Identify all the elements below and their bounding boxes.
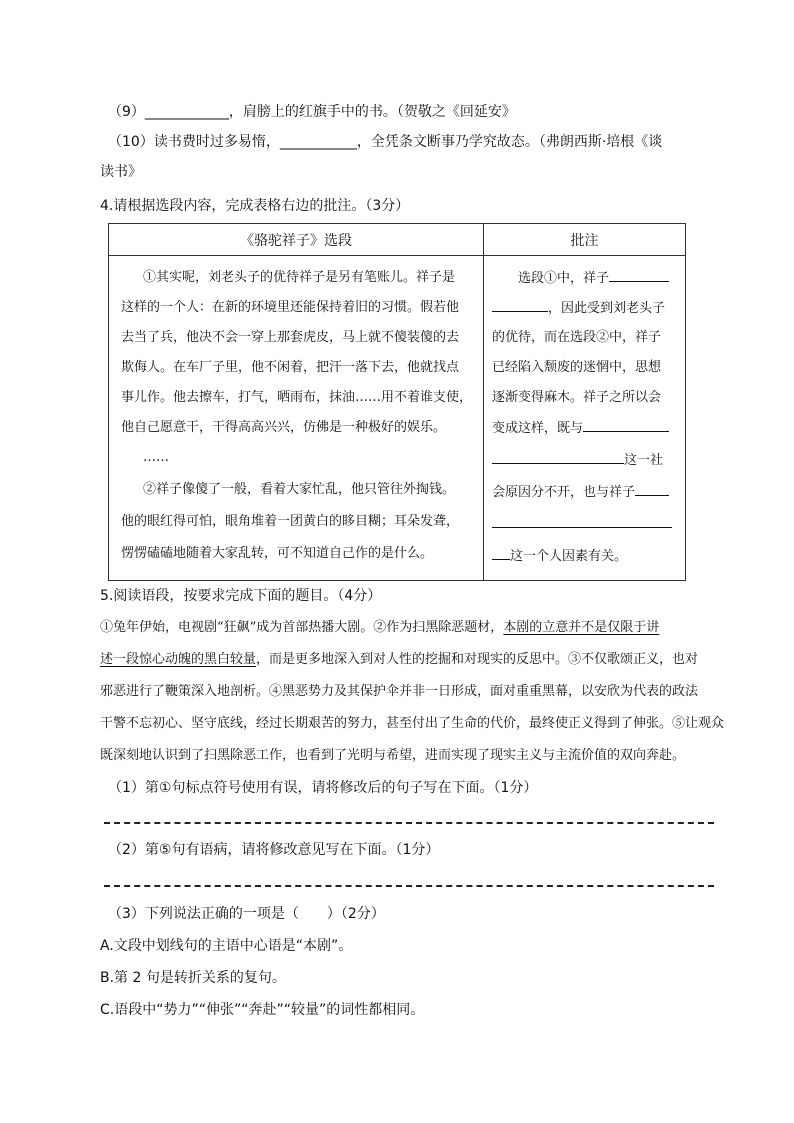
- sub-question-3: （3）下列说法正确的一项是（ ）（2分）: [108, 906, 385, 922]
- annotation-line: [492, 450, 663, 471]
- annotation-blank[interactable]: [635, 482, 669, 496]
- annotation-line: 已经陷入颓废的迷惘中，思想: [492, 360, 662, 375]
- item-9-blank[interactable]: ____________: [144, 104, 229, 120]
- item-10-text-b: ，全凭条文断事乃学究故态。（弗朗西斯·培根《谈: [356, 134, 663, 150]
- annotation-line: [518, 268, 669, 289]
- annotation-blank[interactable]: [583, 418, 669, 432]
- annotation-line: 的优待，而在选段②中，祥子: [492, 330, 662, 345]
- annotation-cell: [484, 256, 686, 581]
- table-header-annotation: 批注: [484, 224, 686, 256]
- annotation-text: 这一社: [624, 453, 664, 468]
- excerpt-line: 欺侮人。在车厂子里，他不闲着，把汗一落下去，他就找点: [121, 360, 460, 375]
- excerpt-line: 愣愣磕磕地随着大家乱转，可不知道自己作的是什么。: [121, 546, 434, 561]
- excerpt-line: 去当了兵，他决不会一穿上那套虎皮，马上就不傻装傻的去: [121, 330, 460, 345]
- sub-question-1: （1）第①句标点符号使用有误，请将修改后的句子写在下面。（1分）: [108, 780, 538, 796]
- excerpt-ellipsis: ……: [143, 450, 169, 465]
- excerpt-line: 他的眼红得可怕，眼角堆着一团黄白的眵目糊；耳朵发聋，: [121, 514, 460, 529]
- annotation-blank[interactable]: [492, 450, 624, 464]
- item-10-line1: [108, 132, 662, 152]
- passage-line: [100, 618, 659, 638]
- excerpt-line: ②祥子像傻了一般，看着大家忙乱，他只管往外掏钱。: [143, 482, 456, 497]
- item-9-number: （9）: [108, 104, 145, 120]
- annotation-text: 变成这样，既与: [492, 421, 584, 436]
- passage-line: 邪恶进行了鞭策深入地剖析。④黑恶势力及其保护伞并非一日形成，面对重重黑幕，以安欣为代表的政法: [100, 684, 699, 699]
- annotation-text: 这一个人因素有关。: [510, 549, 628, 564]
- annotation-blank[interactable]: [609, 268, 669, 282]
- annotation-line: 逐渐变得麻木。祥子之所以会: [492, 390, 662, 405]
- excerpt-line: 事儿作。他去擦车，打气，晒雨布，抹油……用不着谁支使，: [121, 390, 473, 405]
- sub-question-2: （2）第⑤句有语病，请将修改意见写在下面。（1分）: [108, 842, 440, 858]
- annotation-blank[interactable]: [492, 546, 510, 560]
- annotation-line: [492, 482, 669, 503]
- option-a: A.文段中划线句的主语中心语是“本剧”。: [100, 938, 353, 954]
- annotation-blank[interactable]: [492, 514, 672, 528]
- underlined-sentence: 本剧的立意并不是仅限于讲: [503, 620, 660, 635]
- item-9-text: ，肩膀上的红旗手中的书。（贺敬之《回延安》: [228, 104, 516, 120]
- table-header-excerpt: 《骆驼祥子》选段: [109, 224, 484, 256]
- excerpt-cell: [109, 256, 484, 581]
- option-c: C.语段中“势力”“伸张”“奔赴”“较量”的词性都相同。: [100, 1002, 425, 1018]
- passage-text: ①兔年伊始，电视剧“狂飙”成为首部热播大剧。②作为扫黑除恶题材，: [100, 620, 504, 635]
- annotation-text: ，因此受到刘老头子: [548, 301, 666, 316]
- passage-line: 既深刻地认识到了扫黑除恶工作，也看到了光明与希望，进而实现了现实主义与主流价值的双向奔赴。: [100, 748, 686, 763]
- option-b: B.第 2 句是转折关系的复句。: [100, 970, 286, 986]
- annotation-line: [492, 298, 665, 319]
- answer-line-1[interactable]: [104, 822, 714, 824]
- excerpt-line: ①其实呢，刘老头子的优待祥子是另有笔账儿。祥子是: [143, 270, 456, 285]
- annotation-table: [108, 223, 686, 581]
- excerpt-line: 这样的一个人：在新的环境里还能保持着旧的习惯。假若他: [121, 300, 460, 315]
- table-header-row: [109, 224, 686, 256]
- item-9: [108, 102, 516, 122]
- underlined-sentence: 述一段惊心动魄的黑白较量: [100, 652, 257, 667]
- excerpt-line: 他自己愿意干，干得高高兴兴，仿佛是一种极好的娱乐。: [121, 420, 447, 435]
- annotation-line: [492, 514, 672, 535]
- table-body-row: [109, 256, 686, 581]
- annotation-blank[interactable]: [492, 298, 548, 312]
- passage-line: [100, 650, 698, 670]
- passage-line: 干警不忘初心、坚守底线，经过长期艰苦的努力，甚至付出了生命的代价，最终使正义得到了伸张。⑤让观众: [100, 716, 725, 731]
- annotation-text: 选段①中，祥子: [518, 271, 610, 286]
- item-10-blank[interactable]: ___________: [279, 134, 357, 150]
- annotation-text: 会原因分不开，也与祥子: [492, 485, 636, 500]
- annotation-line: [492, 418, 669, 439]
- annotation-line: [492, 546, 627, 567]
- question-5-title: 5.阅读语段，按要求完成下面的题目。（4分）: [100, 588, 382, 604]
- item-10-text-a: （10）读书费时过多易惰，: [108, 134, 280, 150]
- answer-line-2[interactable]: [104, 885, 714, 887]
- passage-text: ，而是更多地深入到对人性的挖掘和对现实的反思中。③不仅歌颂正义，也对: [256, 652, 699, 667]
- question-4-title: 4.请根据选段内容，完成表格右边的批注。（3分）: [100, 198, 410, 214]
- item-10-line2: 读书》: [100, 164, 142, 180]
